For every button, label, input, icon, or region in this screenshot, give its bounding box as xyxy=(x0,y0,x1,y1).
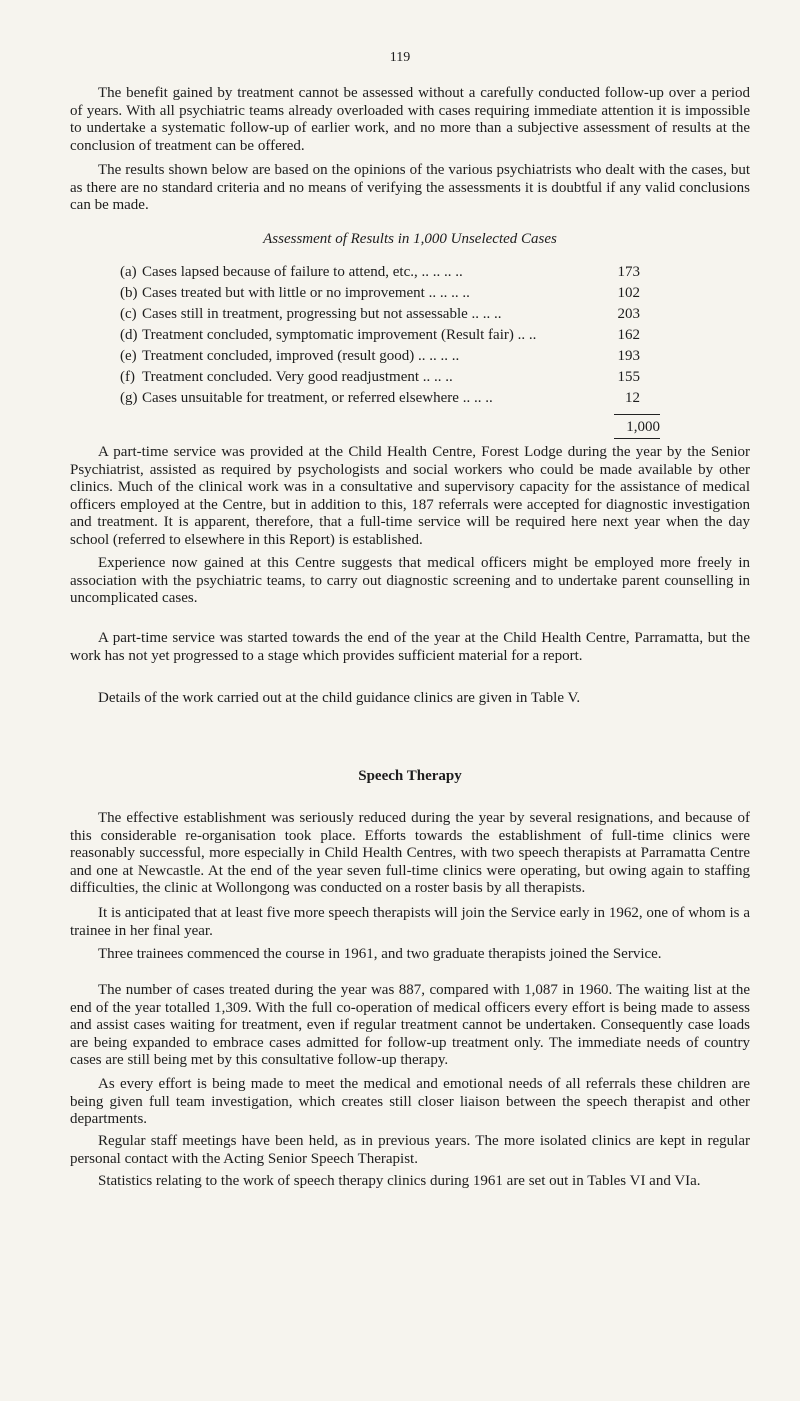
results-table-heading: Assessment of Results in 1,000 Unselected Cases xyxy=(263,231,557,247)
row-text: Cases treated but with little or no improvement .. .. .. .. xyxy=(142,285,470,301)
paragraph-anticipated: It is anticipated that at least five more speech therapists will join the Service early in 1962, one of whom is a trainee in her final year. xyxy=(70,905,750,939)
row-value: 155 xyxy=(617,369,640,385)
row-label: (b) xyxy=(120,285,138,301)
results-row xyxy=(120,327,640,348)
row-text: Cases unsuitable for treatment, or referred elsewhere .. .. .. xyxy=(142,390,493,406)
row-value: 162 xyxy=(617,327,640,343)
total-rule-top xyxy=(614,414,660,415)
row-value: 203 xyxy=(617,306,640,322)
paragraph-experience: Experience now gained at this Centre suggests that medical officers might be employed more freely in association with the psychiatric teams, to carry out diagnostic screening and to undertake parent counselling in uncomplicated cases. xyxy=(70,555,750,606)
paragraph-parramatta: A part-time service was started towards the end of the year at the Child Health Centre, Parramatta, but the work has not yet progressed to a stage which provides sufficient material for a report. xyxy=(70,630,750,664)
speech-therapy-heading: Speech Therapy xyxy=(358,768,462,784)
results-row xyxy=(120,390,640,411)
paragraph-establishment: The effective establishment was seriously reduced during the year by several resignations, and because of this considerable re-organisation took place. Efforts towards the establishment of full-time clinics were reasonably successful, more especially in Child Health Centres, with two speech therapists at Parramatta Centre and one at Newcastle. At the end of the year seven full-time clinics were operating, but owing again to staffing difficulties, the clinic at Wollongong was conducted on a roster basis by all therapists. xyxy=(70,810,750,896)
results-table xyxy=(120,264,660,435)
row-text: Cases lapsed because of failure to attend, etc., .. .. .. .. xyxy=(142,264,463,280)
paragraph-statistics: Statistics relating to the work of speech therapy clinics during 1961 are set out in Tables VI and VIa. xyxy=(98,1173,701,1189)
row-value: 102 xyxy=(617,285,640,301)
paragraph-details: Details of the work carried out at the child guidance clinics are given in Table V. xyxy=(98,690,581,706)
row-label: (c) xyxy=(120,306,137,322)
results-row xyxy=(120,306,640,327)
row-label: (e) xyxy=(120,348,137,364)
paragraph-trainees: Three trainees commenced the course in 1961, and two graduate therapists joined the Service. xyxy=(98,946,662,962)
total-rule-bottom xyxy=(614,438,660,439)
row-value: 193 xyxy=(617,348,640,364)
row-label: (g) xyxy=(120,390,138,406)
row-text: Cases still in treatment, progressing but not assessable .. .. .. xyxy=(142,306,502,322)
paragraph-staff-meetings: Regular staff meetings have been held, as in previous years. The more isolated clinics are kept in regular personal contact with the Acting Senior Speech Therapist. xyxy=(70,1133,750,1167)
row-text: Treatment concluded, improved (result good) .. .. .. .. xyxy=(142,348,460,364)
paragraph-team-investigation: As every effort is being made to meet the medical and emotional needs of all referrals these children are being given full team investigation, which creates still closer liaison between the speech therapist and other departments. xyxy=(70,1076,750,1127)
results-row xyxy=(120,285,640,306)
paragraph-results-basis: The results shown below are based on the opinions of the various psychiatrists who dealt with the cases, but as there are no standard criteria and no means of verifying the assessments it is doubtful if any valid conclusions can be made. xyxy=(70,162,750,213)
results-total: 1,000 xyxy=(626,419,660,435)
paragraph-forest-lodge: A part-time service was provided at the Child Health Centre, Forest Lodge during the year by the Senior Psychiatrist, assisted as required by psychologists and social workers who could be made available by other clinics. Much of the clinical work was in a consultative and supervisory capacity for the assistance of medical officers employed at the Centre, but in addition to this, 187 referrals were accepted for diagnostic investigation and treatment. It is apparent, therefore, that a full-time service will be required here next year when the day school (referred to elsewhere in this Report) is established. xyxy=(70,444,750,548)
results-row xyxy=(120,264,640,285)
row-text: Treatment concluded, symptomatic improvement (Result fair) .. .. xyxy=(142,327,537,343)
row-value: 12 xyxy=(625,390,640,406)
row-label: (f) xyxy=(120,369,135,385)
row-value: 173 xyxy=(617,264,640,280)
results-row xyxy=(120,348,640,369)
paragraph-cases-treated: The number of cases treated during the year was 887, compared with 1,087 in 1960. The waiting list at the end of the year totalled 1,309. With the full co-operation of medical officers every effort is being made to assess and assist cases waiting for treatment, even if regular treatment cannot be undertaken. Consequently case loads are being expanded to embrace cases admitted for follow-up treatment only. The immediate needs of country cases are still being met by this consultative follow-up therapy. xyxy=(70,982,750,1068)
page-number: 119 xyxy=(389,50,411,65)
row-label: (a) xyxy=(120,264,137,280)
results-row xyxy=(120,369,640,390)
row-text: Treatment concluded. Very good readjustment .. .. .. xyxy=(142,369,453,385)
paragraph-follow-up: The benefit gained by treatment cannot be assessed without a carefully conducted follow-up over a period of years. With all psychiatric teams already overloaded with cases requiring immediate attention it is impossible to undertake a systematic follow-up of earlier work, and no more than a subjective assessment of results at the conclusion of treatment can be offered. xyxy=(70,85,750,154)
row-label: (d) xyxy=(120,327,138,343)
